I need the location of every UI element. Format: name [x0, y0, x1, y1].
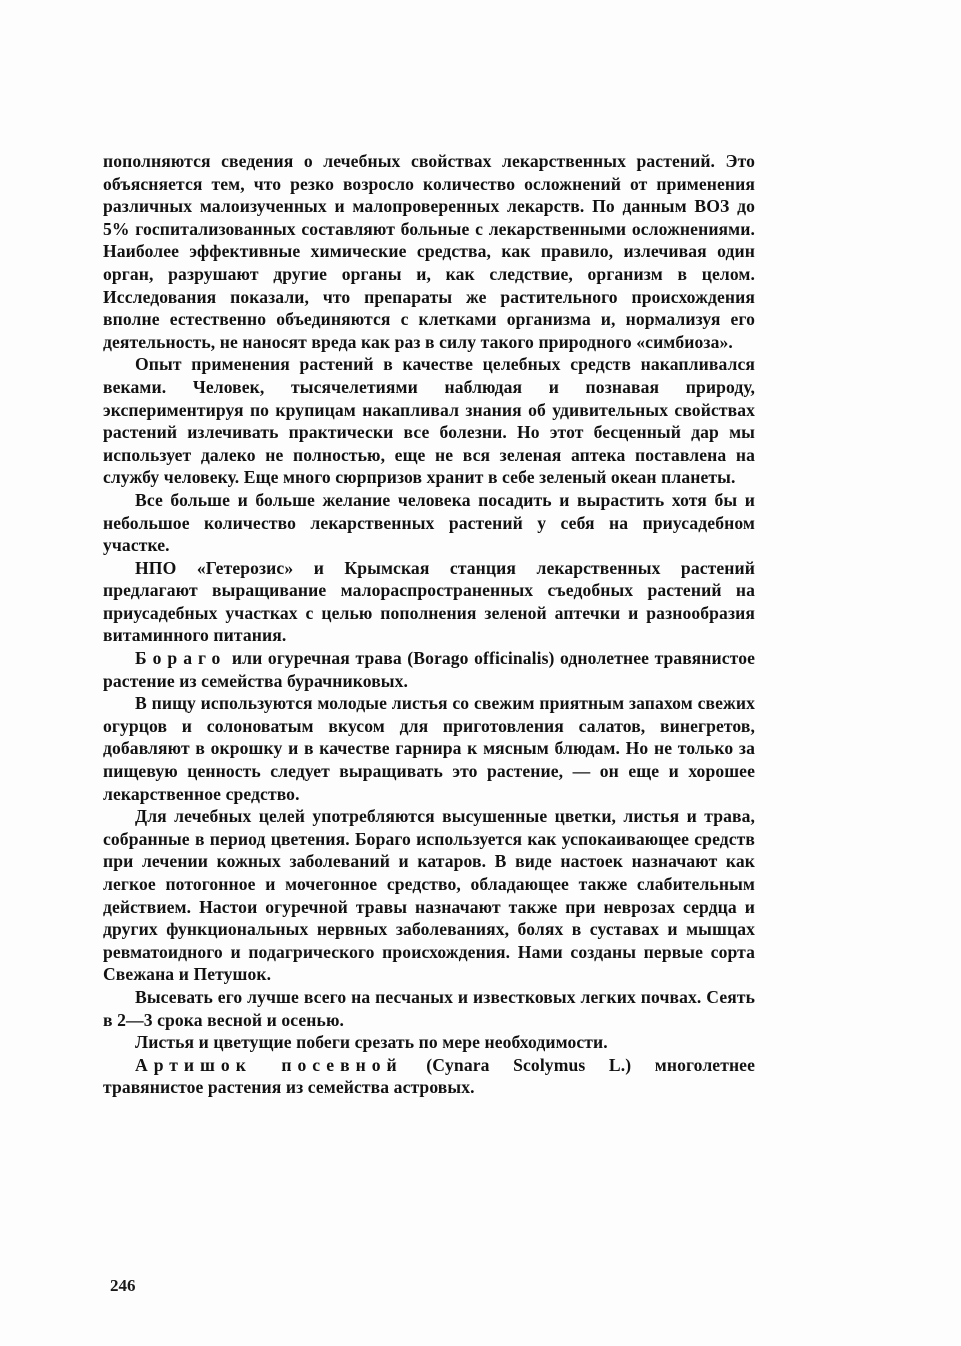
paragraph-borago [103, 647, 755, 692]
paragraph: Листья и цветущие побеги срезать по мере необходимости. [135, 1032, 608, 1053]
page-number: 246 [110, 1276, 136, 1295]
paragraph: Высевать его лучше всего на песчаных и известковых легких почвах. Сеять в 2—3 срока весной и осенью. [103, 986, 755, 1030]
paragraph: пополняются сведения о лечебных свойствах лекарственных растений. Это объясняется тем, что резко возросло количество осложнений от применения различных малоизученных и малопроверенных лекарств. По данным ВОЗ до 5% госпитализованных составляют больные с лекарственными осложнениями. Наиболее эффективные химические средства, как правило, излечивая один орган, разрушают другие органы и, как следствие, организм в целом. Исследования показали, что препараты же растительного происхождения вполне естественно объединяются с клетками организма и, нормализуя его деятельность, не наносят вреда как раз в силу такого природного «симбиоза». [103, 151, 755, 352]
paragraph: Опыт применения растений в качестве целебных средств накапливался веками. Человек, тысячелетиями наблюдая и познавая природу, экспериментируя по крупицам накапливал знания об удивительных свойствах растений излечивать практически все болезни. Но этот бесценный дар мы использует далеко не полностью, еще не вся зеленая аптека поставлена на службу человеку. Еще много сюрпризов хранит в себе зеленый океан планеты. [103, 354, 755, 488]
paragraph: Для лечебных целей употребляются высушенные цветки, листья и трава, собранные в период цветения. Бораго используется как успокаивающее средств при лечении кожных заболеваний и катаров. В виде настоек назначают как легкое потогонное и мочегонное средство, обладающее также слабительным действием. Настои огуречной травы назначают также при неврозах сердца и других функциональных нервных заболеваниях, болях в суставах и мышцах ревматоидного и подагрического происхождения. Нами созданы первые сорта Свежана и Петушок. [103, 806, 755, 985]
paragraph: В пищу используются молодые листья со свежим приятным запахом свежих огурцов и солоноватым вкусом для приготовления салатов, винегретов, добавляют в окрошку и в качестве гарнира к мясным блюдам. Но не только за пищевую ценность следует выращивать это растение, — он еще и хорошее лекарственное средство. [103, 693, 755, 804]
paragraph: НПО «Гетерозис» и Крымская станция лекарственных растений предлагают выращивание малораспространенных съедобных растений на приусадебных участках с целью пополнения зеленой аптечки и разнообразия витаминного питания. [103, 557, 755, 646]
paragraph-artichoke [103, 1054, 755, 1099]
body-text [103, 150, 755, 1099]
term-borago: Бораго [135, 648, 227, 669]
paragraph: Все больше и больше желание человека посадить и вырастить хотя бы и небольшое количество лекарственных растений у себя на приусадебном участке. [103, 489, 755, 556]
term-artichoke: Артишок посевной [135, 1054, 403, 1075]
paragraph-text: (Cynara Scolymus L.) многолетнее травянистое растения из семейства астровых. [103, 1054, 755, 1098]
paragraph-text: или огуречная трава (Borago officinalis) однолетнее травянистое растение из семейства бурачниковых. [103, 648, 755, 691]
